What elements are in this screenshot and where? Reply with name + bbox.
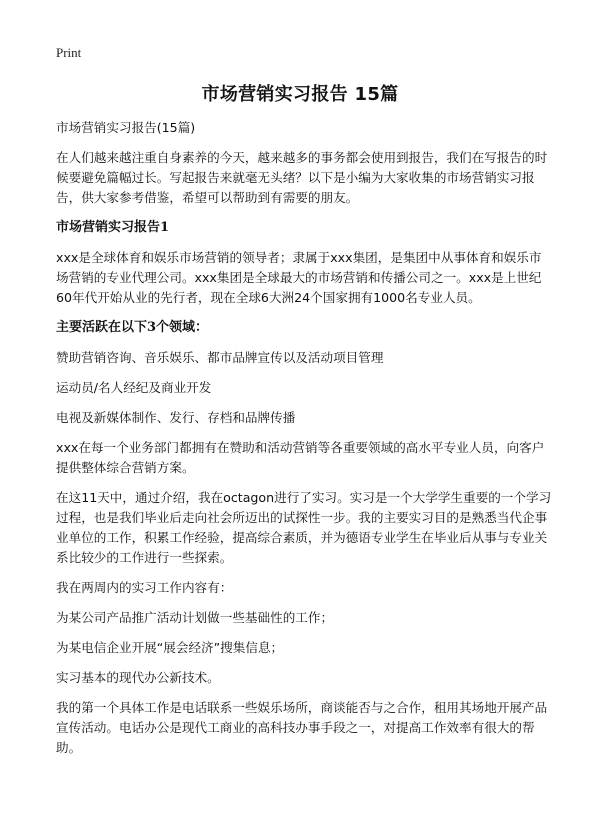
area-item-2: 运动员/名人经纪及商业开发 [56, 380, 212, 395]
first-task-paragraph: 我的第一个具体工作是电话联系一些娱乐场所，商谈能否与之合作，租用其场地开展产品宣传活动。电话办公是现代工商业的高科技办事手段之一，对提高工作效率有很大的帮助。 [56, 700, 548, 755]
intro-paragraph: 在人们越来越注重自身素养的今天，越来越多的事务都会使用到报告，我们在写报告的时候要避免篇幅过长。写起报告来就毫无头绪？以下是小编为大家收集的市场营销实习报告，供大家参考借鉴，希望可以帮助到有需要的朋友。 [56, 150, 548, 205]
area-item-3: 电视及新媒体制作、发行、存档和品牌传播 [56, 410, 296, 425]
internship-paragraph: 在这11天中，通过介绍，我在octagon进行了实习。实习是一个大学学生重要的一个学习过程，也是我们毕业后走向社会所迈出的试探性一步。我的主要实习目的是熟悉当代企事业单位的工作，积累工作经验，提高综合素质，并为德语专业学生在毕业后从事与专业关系比较少的工作进行一些探索。 [56, 490, 552, 565]
document-body [56, 118, 552, 768]
services-paragraph: xxx在每一个业务部门都拥有在赞助和活动营销等各重要领域的高水平专业人员，向客户提供整体综合营销方案。 [56, 440, 545, 475]
tasks-intro-paragraph: 我在两周内的实习工作内容有： [56, 580, 233, 595]
task-item-3: 实习基本的现代办公新技术。 [56, 670, 220, 685]
area-item-1: 赞助营销咨询、音乐娱乐、都市品牌宣传以及活动项目管理 [56, 350, 384, 365]
task-item-1: 为某公司产品推广活动计划做一些基础性的工作； [56, 610, 334, 625]
section-heading-report-1: 市场营销实习报告1 [56, 220, 170, 235]
task-item-2: 为某电信企业开展“展会经济”搜集信息； [56, 640, 284, 655]
company-paragraph: xxx是全球体育和娱乐市场营销的领导者；隶属于xxx集团，是集团中从事体育和娱乐市场营销的专业代理公司。xxx集团是全球最大的市场营销和传播公司之一。xxx是上世纪60年代开始从业的先行者，现在全球6大洲24个国家拥有1000名专业人员。 [56, 250, 542, 305]
page-title: 市场营销实习报告 15篇 [201, 84, 399, 105]
section-heading-areas: 主要活跃在以下3个领域： [56, 320, 209, 335]
print-link[interactable]: Print [56, 45, 82, 60]
document-subtitle: 市场营销实习报告(15篇) [56, 120, 196, 135]
